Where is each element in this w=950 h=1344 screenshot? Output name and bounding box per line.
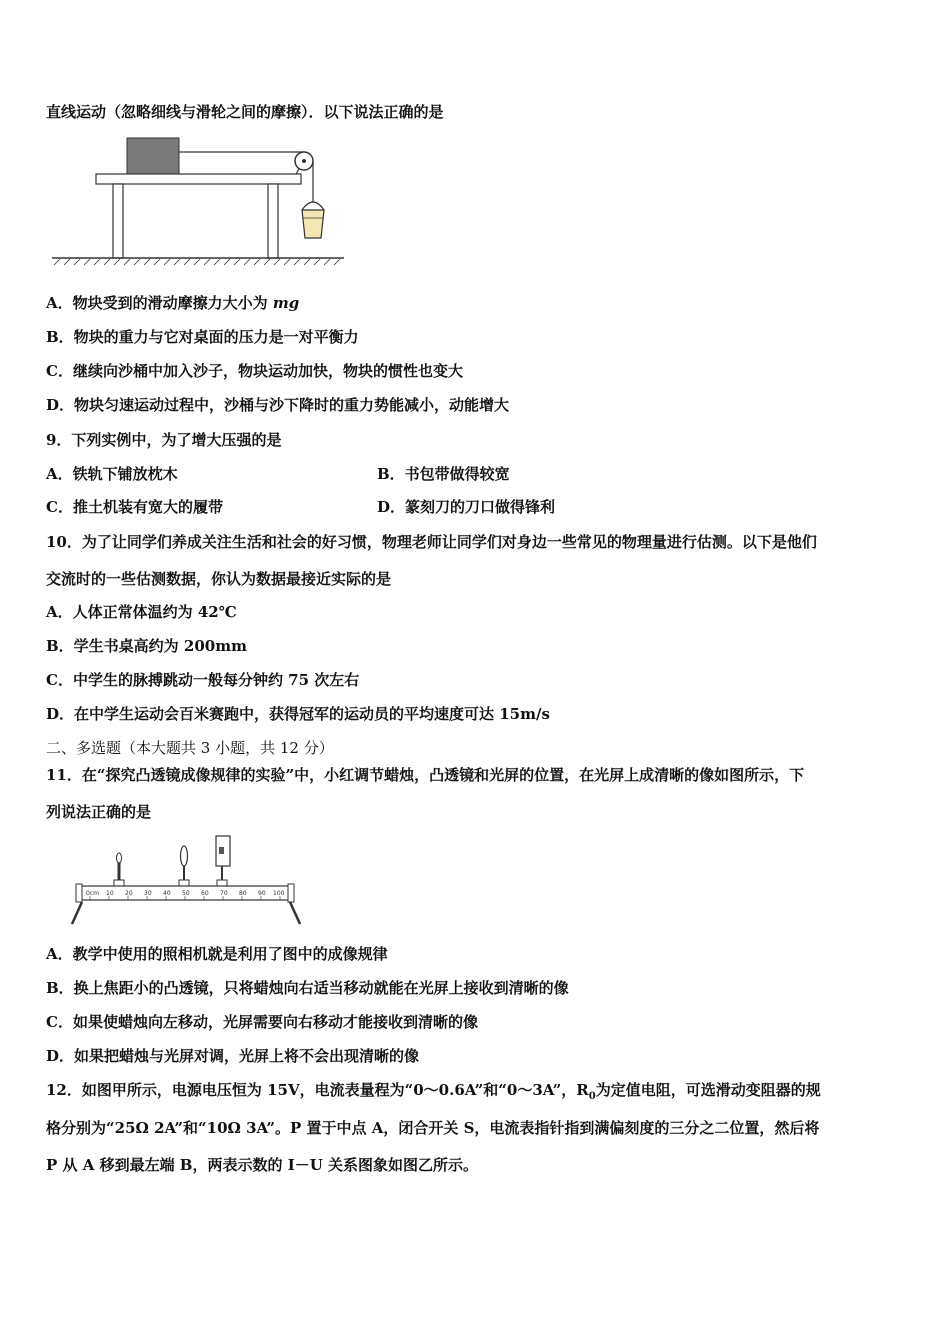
q9-option-a: A．铁轨下铺放枕木 xyxy=(46,465,178,483)
ruler-label: 50 xyxy=(182,890,190,897)
q10-stem-line2: 交流时的一些估测数据，你认为数据最接近实际的是 xyxy=(46,570,392,588)
ground-hatch xyxy=(54,259,340,265)
q11-option-d: D．如果把蜡烛与光屏对调，光屏上将不会出现清晰的像 xyxy=(46,1047,420,1065)
ruler-label: 80 xyxy=(239,890,247,897)
q10-option-a: A．人体正常体温约为 42℃ xyxy=(46,603,237,621)
q10-option-b: B．学生书桌高约为 200mm xyxy=(46,637,247,655)
q8-stem: 直线运动（忽略细线与滑轮之间的摩擦）．以下说法正确的是 xyxy=(46,103,444,121)
q11-option-c: C．如果使蜡烛向左移动，光屏需要向右移动才能接收到清晰的像 xyxy=(46,1013,478,1031)
ruler-label: 60 xyxy=(201,890,209,897)
ruler-label: 10 xyxy=(106,890,114,897)
q8-option-a-symbol: mg xyxy=(272,294,300,312)
q8-option-c: C．继续向沙桶中加入沙子，物块运动加快，物块的惯性也变大 xyxy=(46,362,463,380)
q11-option-a: A．教学中使用的照相机就是利用了图中的成像规律 xyxy=(46,945,388,963)
q11-stem-line2: 列说法正确的是 xyxy=(46,803,152,821)
bench-leg-left xyxy=(72,902,82,924)
q9-stem: 9．下列实例中，为了增大压强的是 xyxy=(46,431,282,449)
q8-option-d: D．物块匀速运动过程中，沙桶与沙下降时的重力势能减小，动能增大 xyxy=(46,396,510,414)
ruler-label: 100 xyxy=(273,890,285,897)
ruler-label: 0cm xyxy=(86,890,99,897)
q11-option-b: B．换上焦距小的凸透镜，只将蜡烛向右适当移动就能在光屏上接收到清晰的像 xyxy=(46,979,569,997)
q10-stem-line1: 10．为了让同学们养成关注生活和社会的好习惯，物理老师让同学们对身边一些常见的物理量进行估测。以下是他们 xyxy=(46,533,817,551)
ruler-label: 90 xyxy=(258,890,266,897)
table-pulley-figure xyxy=(46,132,351,270)
ruler-label: 40 xyxy=(163,890,171,897)
candle-flame xyxy=(117,853,122,863)
q12-line1-part1: 12．如图甲所示，电源电压恒为 15V，电流表量程为“0～0.6A”和“0～3A”，R xyxy=(46,1081,589,1099)
block xyxy=(127,138,179,174)
q8-option-b: B．物块的重力与它对桌面的压力是一对平衡力 xyxy=(46,328,359,346)
q12-line1 xyxy=(46,1080,821,1107)
q9-option-b: B．书包带做得较宽 xyxy=(377,465,510,483)
q12-line2: 格分别为“25Ω 2A”和“10Ω 3A”。P 置于中点 A，闭合开关 S，电流表指针指到满偏刻度的三分之二位置，然后将 xyxy=(46,1119,820,1137)
ruler-label: 70 xyxy=(220,890,228,897)
q10-option-d: D．在中学生运动会百米赛跑中，获得冠军的运动员的平均速度可达 15m/s xyxy=(46,705,550,723)
q8-option-a xyxy=(46,293,299,313)
q9-option-c: C．推土机装有宽大的履带 xyxy=(46,498,223,516)
sand-bucket xyxy=(302,210,324,238)
convex-lens xyxy=(181,846,188,866)
table-leg-right xyxy=(268,184,278,258)
q8-option-a-text: A．物块受到的滑动摩擦力大小为 xyxy=(46,294,268,312)
table-leg-left xyxy=(113,184,123,258)
ruler-label: 20 xyxy=(125,890,133,897)
q12-line3: P 从 A 移到最左端 B，两表示数的 I－U 关系图象如图乙所示。 xyxy=(46,1156,479,1174)
table-top xyxy=(96,174,301,184)
bench-leg-right xyxy=(290,902,300,924)
q11-stem-line1: 11．在“探究凸透镜成像规律的实验”中，小红调节蜡烛，凸透镜和光屏的位置，在光屏上成清晰的像如图所示，下 xyxy=(46,766,805,784)
optical-bench-figure xyxy=(66,832,306,932)
q10-option-c: C．中学生的脉搏跳动一般每分钟约 75 次左右 xyxy=(46,671,360,689)
ruler-label: 30 xyxy=(144,890,152,897)
q9-option-d: D．篆刻刀的刀口做得锋利 xyxy=(377,498,556,516)
section-heading: 二、多选题（本大题共 3 小题，共 12 分） xyxy=(46,739,334,757)
q12-subscript: 0 xyxy=(588,1091,596,1102)
q12-line1-part2: 为定值电阻，可选滑动变阻器的规 xyxy=(595,1081,821,1099)
